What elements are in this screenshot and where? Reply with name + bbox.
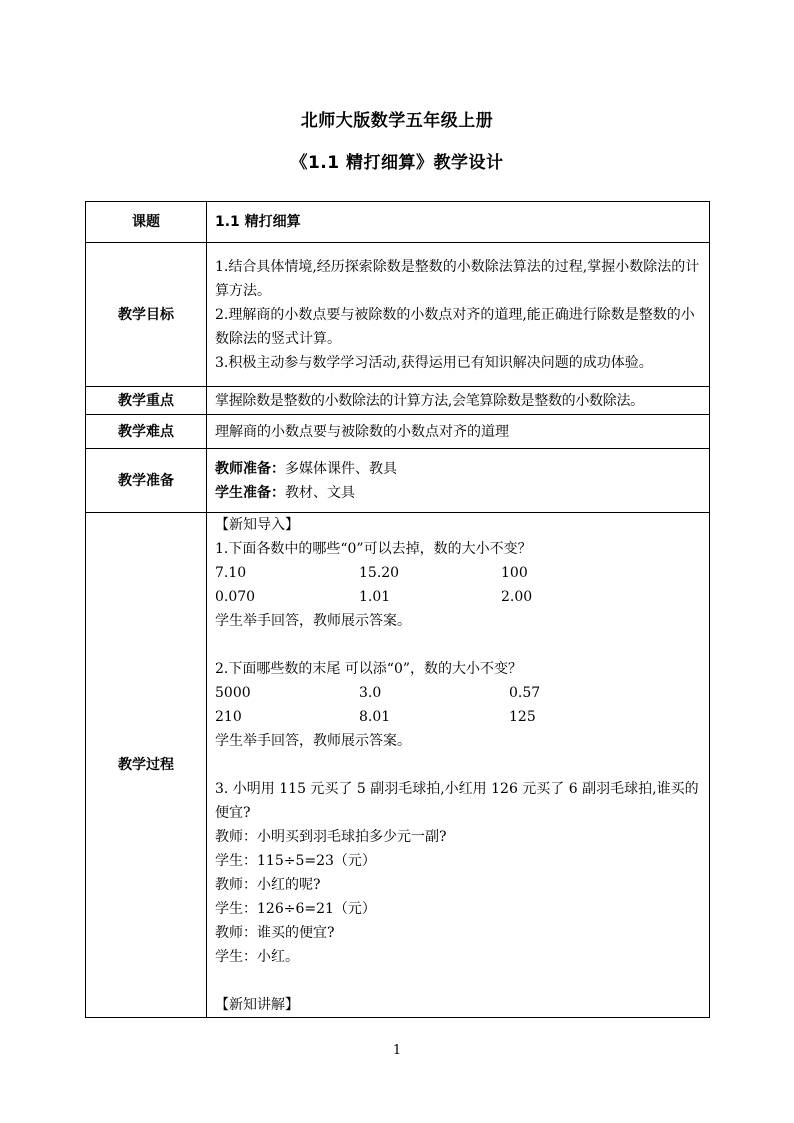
page-number: 1 xyxy=(392,1043,402,1058)
difficulty-value: 理解商的小数点要与被除数的小数点对齐的道理 xyxy=(207,415,710,449)
intro-heading: 【新知导入】 xyxy=(215,517,299,533)
q2-answer: 学生举手回答，教师展示答案。 xyxy=(215,733,411,749)
number-cell: 8.01 xyxy=(359,709,391,725)
number-cell: 15.20 xyxy=(359,565,400,581)
number-cell: 7.10 xyxy=(215,565,247,581)
process-content xyxy=(207,513,710,1018)
difficulty-label: 教学难点 xyxy=(86,415,207,449)
q2-number-row-2 xyxy=(215,705,705,729)
dialogue-line: 教师：小明买到羽毛球拍多少元一副? xyxy=(215,829,447,845)
preparation-label: 教学准备 xyxy=(86,449,207,513)
teacher-preparation-value: 多媒体课件、教具 xyxy=(285,460,397,477)
document-title: 北师大版数学五年级上册 xyxy=(300,111,494,131)
number-cell: 1.01 xyxy=(359,589,391,605)
dialogue-line: 学生：126÷6=21（元） xyxy=(215,901,376,917)
key-point-label: 教学重点 xyxy=(86,387,207,415)
number-cell: 2.00 xyxy=(501,589,533,605)
dialogue-line: 教师：小红的呢? xyxy=(215,877,321,893)
spacer xyxy=(215,969,705,993)
dialogue-line: 教师：谁买的便宜? xyxy=(215,925,335,941)
number-cell: 210 xyxy=(215,709,242,725)
goal-item-1: 1.结合具体情境,经历探索除数是整数的小数除法算法的过程,掌握小数除法的计算方法。 xyxy=(215,258,700,299)
number-cell: 5000 xyxy=(215,685,251,701)
number-cell: 125 xyxy=(509,709,536,725)
process-label: 教学过程 xyxy=(86,513,207,1018)
number-cell: 3.0 xyxy=(359,685,382,701)
lesson-title: 《1.1 精打细算》教学设计 xyxy=(290,153,504,173)
explain-heading: 【新知讲解】 xyxy=(215,997,299,1013)
number-cell: 0.070 xyxy=(215,589,256,605)
difficulty-row xyxy=(86,415,710,449)
goal-item-2: 2.理解商的小数点要与被除数的小数点对齐的道理,能正确进行除数是整数的小数除法的竖式计算。 xyxy=(215,306,695,347)
number-cell: 100 xyxy=(501,565,528,581)
number-cell: 0.57 xyxy=(509,685,541,701)
topic-row xyxy=(86,202,710,243)
goals-content xyxy=(207,243,710,387)
spacer xyxy=(215,633,705,657)
process-row xyxy=(86,513,710,1018)
goals-label: 教学目标 xyxy=(86,243,207,387)
spacer xyxy=(215,753,705,777)
topic-label: 课题 xyxy=(86,202,207,243)
teacher-preparation xyxy=(215,457,705,481)
preparation-row xyxy=(86,449,710,513)
student-preparation-value: 教材、文具 xyxy=(285,484,355,501)
q2-number-row-1 xyxy=(215,681,705,705)
dialogue-line: 学生：小红。 xyxy=(215,949,299,965)
key-point-row xyxy=(86,387,710,415)
lesson-plan-table xyxy=(85,201,710,1018)
goals-row xyxy=(86,243,710,387)
question-2: 2.下面哪些数的末尾 可以添“0”，数的大小不变？ xyxy=(215,661,523,677)
q1-answer: 学生举手回答，教师展示答案。 xyxy=(215,613,411,629)
topic-value: 1.1 精打细算 xyxy=(207,202,710,243)
dialogue-line: 学生：115÷5=23（元） xyxy=(215,853,376,869)
student-preparation xyxy=(215,481,705,505)
question-3: 3. 小明用 115 元买了 5 副羽毛球拍,小红用 126 元买了 6 副羽毛球拍,谁买的便宜? xyxy=(215,781,699,821)
question-1: 1.下面各数中的哪些“0”可以去掉，数的大小不变？ xyxy=(215,541,532,557)
teacher-preparation-label: 教师准备： xyxy=(215,460,285,477)
key-point-value: 掌握除数是整数的小数除法的计算方法,会笔算除数是整数的小数除法。 xyxy=(207,387,710,415)
student-preparation-label: 学生准备： xyxy=(215,484,285,501)
goal-item-3: 3.积极主动参与数学学习活动,获得运用已有知识解决问题的成功体验。 xyxy=(215,354,653,371)
q1-number-row-1 xyxy=(215,561,705,585)
q1-number-row-2 xyxy=(215,585,705,609)
preparation-content xyxy=(207,449,710,513)
